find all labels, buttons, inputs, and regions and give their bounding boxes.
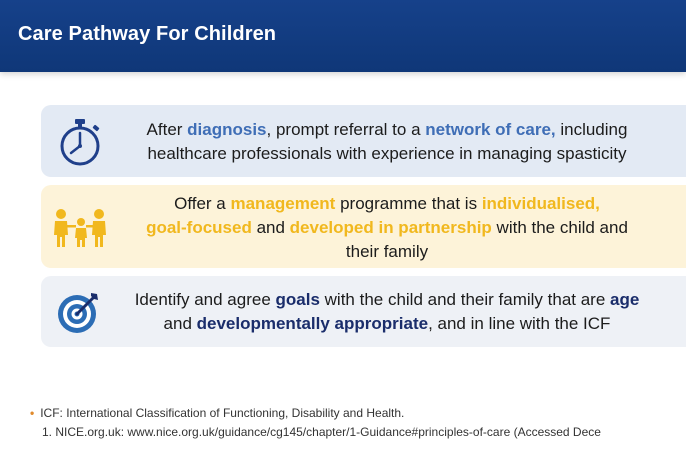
- footnote-icf: [30, 404, 686, 423]
- management-text: [112, 192, 662, 264]
- goals-line-1: [104, 288, 670, 312]
- text-segment: Identify and agree: [134, 290, 276, 309]
- slide-header: [0, 0, 686, 72]
- text-segment: programme that is: [335, 194, 482, 213]
- highlight-diagnosis: diagnosis: [187, 120, 267, 139]
- footnotes: [30, 404, 686, 442]
- target-icon: [56, 289, 102, 335]
- text-segment: with the child and their family that are: [319, 290, 611, 309]
- text-segment: After: [146, 120, 188, 139]
- highlight-individualised: individualised,: [481, 194, 600, 213]
- highlight-management: management: [230, 194, 336, 213]
- bullet-icon: •: [30, 406, 35, 420]
- diagnosis-line-2: healthcare professionals with experience in managing spasticity: [147, 144, 627, 163]
- family-icon: [53, 208, 109, 248]
- management-line-2: [112, 216, 662, 240]
- highlight-network-of-care: network of care,: [425, 120, 556, 139]
- highlight-age: age: [610, 290, 640, 309]
- management-line-3: their family: [345, 242, 429, 261]
- diagnosis-text: [112, 118, 662, 166]
- footnote-reference: 1. NICE.org.uk: www.nice.org.uk/guidance/cg145/chapter/1-Guidance#principles-of-care (Accessed Dece: [42, 425, 601, 439]
- goals-text: [104, 288, 670, 336]
- text-segment: including: [555, 120, 628, 139]
- highlight-partnership: developed in partnership: [289, 218, 492, 237]
- highlight-goal-focused: goal-focused: [146, 218, 252, 237]
- text-segment: , and in line with the ICF: [428, 314, 611, 333]
- stopwatch-icon: [57, 117, 103, 167]
- highlight-developmentally-appropriate: developmentally appropriate: [196, 314, 429, 333]
- management-line-1: [112, 192, 662, 216]
- footnote-icf-text: ICF: International Classification of Functioning, Disability and Health.: [40, 406, 405, 420]
- text-segment: , prompt referral to a: [266, 120, 426, 139]
- slide-title: Care Pathway For Children: [18, 23, 277, 45]
- text-segment: and: [163, 314, 197, 333]
- diagnosis-line-1: [112, 118, 662, 142]
- text-segment: with the child and: [491, 218, 628, 237]
- highlight-goals: goals: [275, 290, 320, 309]
- text-segment: and: [251, 218, 290, 237]
- goals-line-2: [104, 312, 670, 336]
- text-segment: Offer a: [174, 194, 231, 213]
